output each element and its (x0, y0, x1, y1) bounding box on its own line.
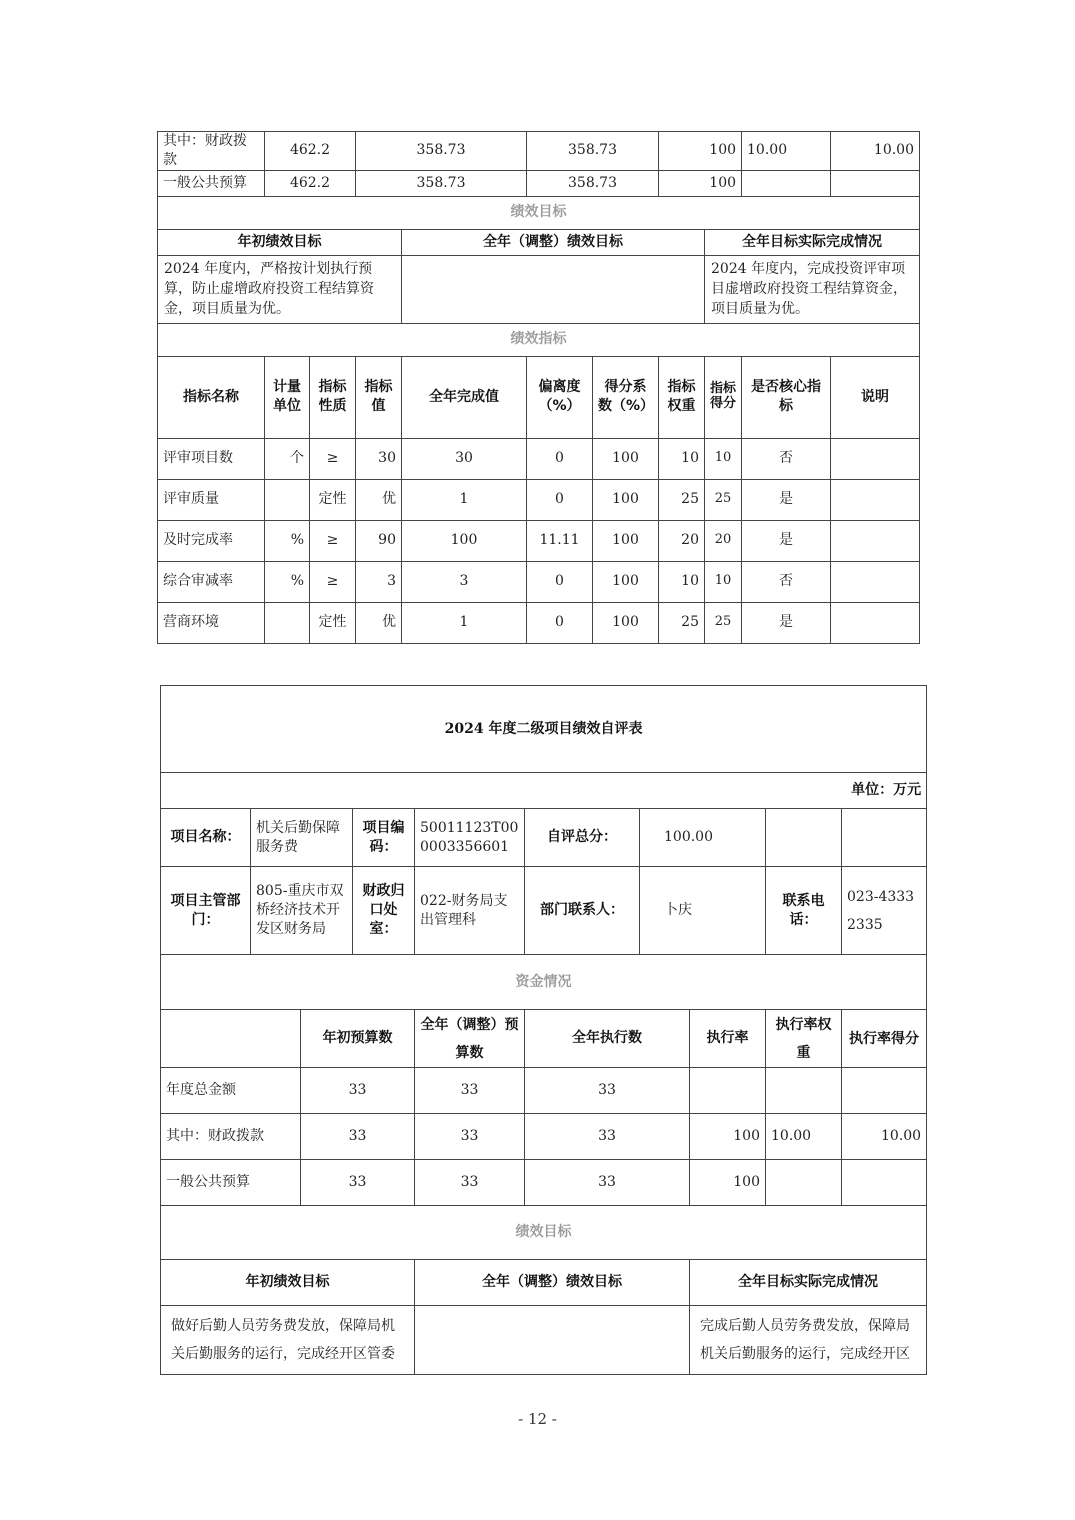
total-score-label: 自评总分： (525, 809, 640, 867)
fund-weight (742, 170, 831, 196)
index-score: 10 (705, 561, 742, 602)
fund-row (161, 1160, 927, 1206)
goal-adjusted-text (415, 1306, 690, 1375)
office-name: 022-财务局支出管理科 (415, 867, 525, 955)
project-name: 机关后勤保障服务费 (251, 809, 353, 867)
goal-header-actual: 全年目标实际完成情况 (690, 1260, 927, 1306)
index-weight: 25 (659, 602, 705, 643)
index-core: 是 (742, 602, 831, 643)
index-score: 10 (705, 438, 742, 479)
index-header: 是否核心指标 (742, 356, 831, 438)
goal-header-adjusted: 全年（调整）绩效目标 (415, 1260, 690, 1306)
index-done: 1 (402, 602, 527, 643)
fund-initial: 33 (301, 1068, 415, 1114)
goal-header-actual: 全年目标实际完成情况 (705, 229, 920, 255)
section-title-perf-goal: 绩效目标 (161, 1206, 927, 1260)
index-header: 偏离度（%） (527, 356, 593, 438)
fund-weight: 10.00 (766, 1114, 842, 1160)
index-value: 优 (356, 602, 402, 643)
index-weight: 10 (659, 561, 705, 602)
index-value: 30 (356, 438, 402, 479)
index-unit (265, 479, 310, 520)
index-value: 3 (356, 561, 402, 602)
index-coef: 100 (593, 520, 659, 561)
fund-row-label: 一般公共预算 (158, 170, 265, 196)
fund-initial: 33 (301, 1114, 415, 1160)
fund-executed: 33 (525, 1114, 690, 1160)
index-header: 指标得分 (705, 356, 742, 438)
index-core: 是 (742, 520, 831, 561)
index-weight: 20 (659, 520, 705, 561)
phone-number: 023-43332335 (842, 867, 927, 955)
fund-row (161, 1114, 927, 1160)
index-note (831, 561, 920, 602)
index-row (158, 438, 920, 479)
fund-executed: 33 (525, 1068, 690, 1114)
index-row (158, 520, 920, 561)
index-weight: 25 (659, 479, 705, 520)
index-score: 25 (705, 479, 742, 520)
index-row (158, 479, 920, 520)
fund-header: 执行率 (690, 1010, 766, 1068)
contact-name: 卜庆 (640, 867, 766, 955)
fund-row (158, 170, 920, 196)
index-nature: 定性 (310, 479, 356, 520)
fund-row (161, 1068, 927, 1114)
fund-adjusted: 33 (415, 1160, 525, 1206)
fund-adjusted: 33 (415, 1068, 525, 1114)
index-name: 评审质量 (158, 479, 265, 520)
index-header: 得分系数（%） (593, 356, 659, 438)
fund-score (842, 1160, 927, 1206)
fund-adjusted: 358.73 (356, 132, 527, 171)
index-deviation: 11.11 (527, 520, 593, 561)
fund-row (158, 132, 920, 171)
index-header: 计量单位 (265, 356, 310, 438)
index-coef: 100 (593, 438, 659, 479)
self-evaluation-form (160, 685, 927, 1375)
fund-header (161, 1010, 301, 1068)
fund-rate: 100 (690, 1114, 766, 1160)
fund-rate (690, 1068, 766, 1114)
goal-actual-text: 完成后勤人员劳务费发放，保障局机关后勤服务的运行，完成经开区 (690, 1306, 927, 1375)
index-core: 是 (742, 479, 831, 520)
goal-adjusted-text (402, 255, 705, 323)
fund-weight (766, 1068, 842, 1114)
index-name: 及时完成率 (158, 520, 265, 561)
fund-header: 执行率权重 (766, 1010, 842, 1068)
index-unit: 个 (265, 438, 310, 479)
index-header: 说明 (831, 356, 920, 438)
office-label: 财政归口处室： (353, 867, 415, 955)
goal-actual-text: 2024 年度内，完成投资评审项目虚增政府投资工程结算资金，项目质量为优。 (705, 255, 920, 323)
fund-weight (766, 1160, 842, 1206)
index-name: 综合审减率 (158, 561, 265, 602)
page-number: - 12 - (518, 1410, 557, 1428)
index-name: 营商环境 (158, 602, 265, 643)
index-header: 指标权重 (659, 356, 705, 438)
fund-score: 10.00 (842, 1114, 927, 1160)
fund-row-label: 其中：财政拨款 (161, 1114, 301, 1160)
goal-initial-text: 做好后勤人员劳务费发放，保障局机关后勤服务的运行，完成经开区管委 (161, 1306, 415, 1375)
fund-header: 年初预算数 (301, 1010, 415, 1068)
index-deviation: 0 (527, 602, 593, 643)
index-deviation: 0 (527, 561, 593, 602)
index-unit: % (265, 520, 310, 561)
fund-adjusted: 33 (415, 1114, 525, 1160)
index-name: 评审项目数 (158, 438, 265, 479)
fund-initial: 33 (301, 1160, 415, 1206)
index-core: 否 (742, 561, 831, 602)
fund-header-row (161, 1010, 927, 1068)
index-weight: 10 (659, 438, 705, 479)
section-title-perf-index: 绩效指标 (158, 323, 920, 356)
index-coef: 100 (593, 602, 659, 643)
contact-label: 部门联系人： (525, 867, 640, 955)
index-unit (265, 602, 310, 643)
section-title-funds: 资金情况 (161, 955, 927, 1010)
fund-row-label: 一般公共预算 (161, 1160, 301, 1206)
index-header: 指标值 (356, 356, 402, 438)
index-note (831, 602, 920, 643)
performance-table-continued (157, 131, 920, 644)
index-row (158, 561, 920, 602)
index-score: 20 (705, 520, 742, 561)
fund-header: 全年（调整）预算数 (415, 1010, 525, 1068)
empty-cell (842, 809, 927, 867)
index-done: 100 (402, 520, 527, 561)
goal-header-initial: 年初绩效目标 (161, 1260, 415, 1306)
project-code-label: 项目编码： (353, 809, 415, 867)
index-coef: 100 (593, 561, 659, 602)
fund-rate: 100 (659, 170, 742, 196)
goal-header-adjusted: 全年（调整）绩效目标 (402, 229, 705, 255)
empty-cell (766, 809, 842, 867)
index-header: 全年完成值 (402, 356, 527, 438)
fund-adjusted: 358.73 (356, 170, 527, 196)
fund-rate: 100 (659, 132, 742, 171)
index-unit: % (265, 561, 310, 602)
dept-name: 805-重庆市双桥经济技术开发区财务局 (251, 867, 353, 955)
fund-initial: 462.2 (265, 170, 356, 196)
index-value: 优 (356, 479, 402, 520)
index-coef: 100 (593, 479, 659, 520)
fund-rate: 100 (690, 1160, 766, 1206)
index-done: 3 (402, 561, 527, 602)
goal-initial-text: 2024 年度内，严格按计划执行预算，防止虚增政府投资工程结算资金，项目质量为优。 (158, 255, 402, 323)
index-value: 90 (356, 520, 402, 561)
goal-header-initial: 年初绩效目标 (158, 229, 402, 255)
form-title: 2024 年度二级项目绩效自评表 (161, 686, 927, 773)
index-note (831, 479, 920, 520)
fund-row-label: 年度总金额 (161, 1068, 301, 1114)
index-row (158, 602, 920, 643)
fund-header: 执行率得分 (842, 1010, 927, 1068)
index-deviation: 0 (527, 479, 593, 520)
fund-weight: 10.00 (742, 132, 831, 171)
index-header: 指标性质 (310, 356, 356, 438)
fund-header: 全年执行数 (525, 1010, 690, 1068)
fund-score: 10.00 (831, 132, 920, 171)
phone-label: 联系电话： (766, 867, 842, 955)
index-done: 1 (402, 479, 527, 520)
project-name-label: 项目名称： (161, 809, 251, 867)
index-nature: ≥ (310, 520, 356, 561)
index-core: 否 (742, 438, 831, 479)
total-score: 100.00 (640, 809, 766, 867)
index-deviation: 0 (527, 438, 593, 479)
index-header-row (158, 356, 920, 438)
project-code: 50011123T000003356601 (415, 809, 525, 867)
index-score: 25 (705, 602, 742, 643)
fund-initial: 462.2 (265, 132, 356, 171)
fund-score (842, 1068, 927, 1114)
fund-score (831, 170, 920, 196)
fund-executed: 358.73 (527, 170, 659, 196)
index-note (831, 520, 920, 561)
index-nature: 定性 (310, 602, 356, 643)
fund-row-label: 其中：财政拨款 (158, 132, 265, 171)
index-header: 指标名称 (158, 356, 265, 438)
index-done: 30 (402, 438, 527, 479)
fund-executed: 358.73 (527, 132, 659, 171)
index-note (831, 438, 920, 479)
dept-label: 项目主管部门： (161, 867, 251, 955)
fund-executed: 33 (525, 1160, 690, 1206)
index-nature: ≥ (310, 438, 356, 479)
unit-label: 单位：万元 (161, 773, 927, 809)
section-title-perf-goal: 绩效目标 (158, 196, 920, 229)
index-nature: ≥ (310, 561, 356, 602)
